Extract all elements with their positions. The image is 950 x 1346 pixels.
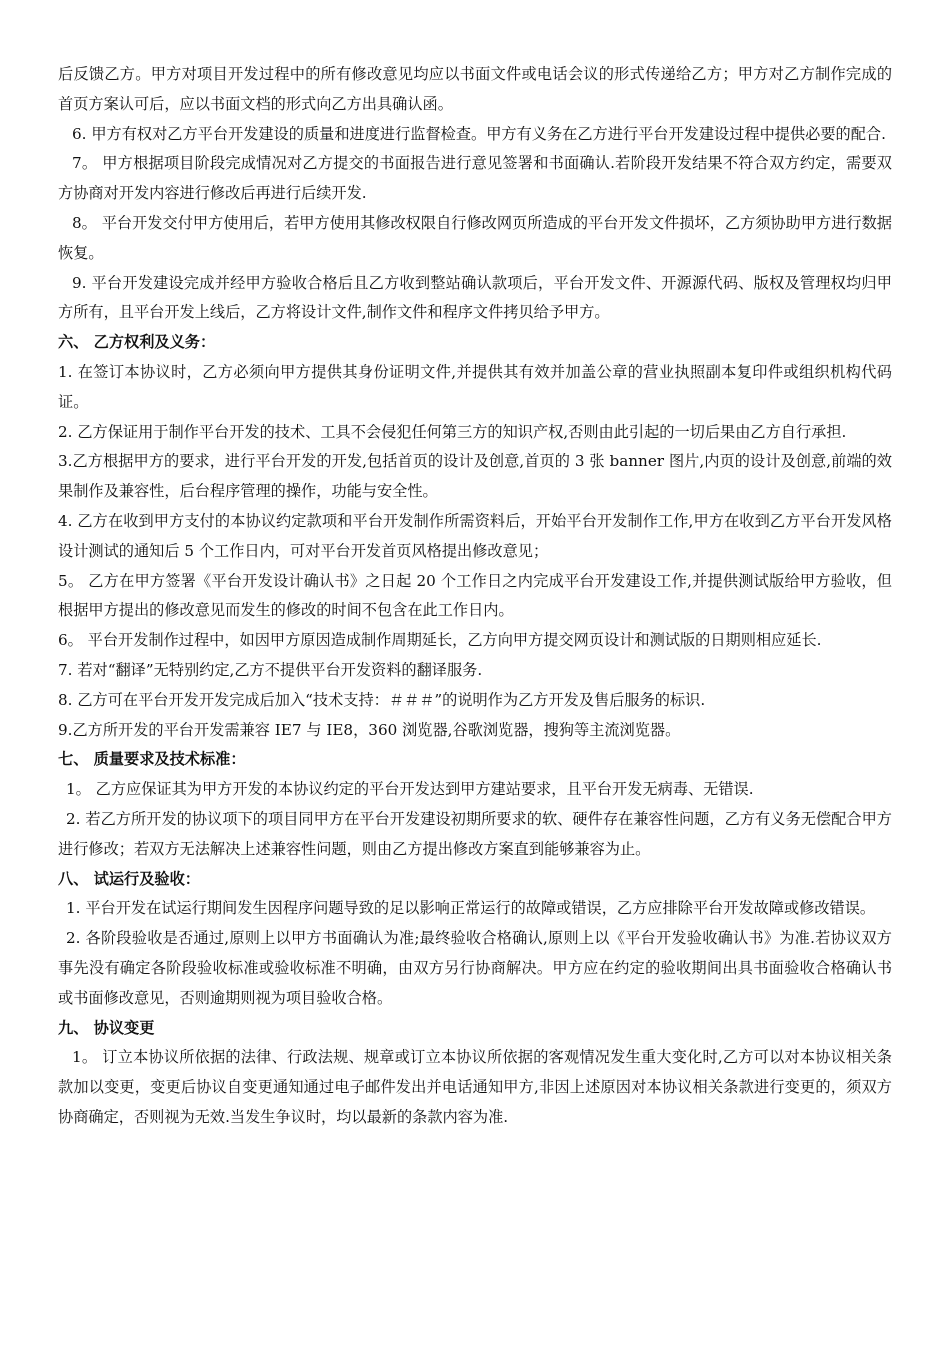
paragraph-b3-development-scope: 3.乙方根据甲方的要求，进行平台开发的开发,包括首页的设计及创意,首页的 3 张 banner 图片,内页的设计及创意,前端的效果制作及兼容性，后台程序管理的操作，功能与安全性。 bbox=[58, 452, 892, 501]
paragraph-t1-trial-run: 1. 平台开发在试运行期间发生因程序问题导致的足以影响正常运行的故障或错误，乙方应排除平台开发故障或修改错误。 bbox=[66, 899, 876, 918]
paragraph-b9-browser-compat: 9.乙方所开发的平台开发需兼容 IE7 与 IE8，360 浏览器,谷歌浏览器，搜狗等主流浏览器。 bbox=[58, 720, 681, 739]
paragraph-a9-ownership: 9. 平台开发建设完成并经甲方验收合格后且乙方收到整站确认款项后，平台开发文件、开源源代码、版权及管理权均归甲方所有，且平台开发上线后，乙方将设计文件,制作文件和程序文件拷贝给予甲方。 bbox=[58, 273, 892, 322]
section-heading-9: 九、 协议变更 bbox=[58, 1018, 155, 1037]
paragraph-c1-change: 1。 订立本协议所依据的法律、行政法规、规章或订立本协议所依据的客观情况发生重大变化时,乙方可以对本协议相关条款加以变更，变更后协议自变更通知通过电子邮件发出并电话通知甲方,非因上述原因对本协议相关条款进行变更的，须双方协商确定，否则视为无效.当发生争议时，均以最新的条款内容为准. bbox=[58, 1048, 892, 1126]
paragraph-t2-acceptance: 2. 各阶段验收是否通过,原则上以甲方书面确认为准;最终验收合格确认,原则上以《平台开发验收确认书》为准.若协议双方事先没有确定各阶段验收标准或验收标准不明确，由双方另行协商解决。甲方应在约定的验收期间出具书面验收合格确认书或书面修改意见，否则逾期则视为项目验收合格。 bbox=[58, 929, 892, 1007]
paragraph-q2-compatibility: 2. 若乙方所开发的协议项下的项目同甲方在平台开发建设初期所要求的软、硬件存在兼容性问题，乙方有义务无偿配合甲方进行修改；若双方无法解决上述兼容性问题，则由乙方提出修改方案直到能够兼容为止。 bbox=[58, 809, 892, 858]
paragraph-a8-data-recovery: 8。 平台开发交付甲方使用后，若甲方使用其修改权限自行修改网页所造成的平台开发文件损坏，乙方须协助甲方进行数据恢复。 bbox=[58, 213, 892, 262]
section-heading-8: 八、 试运行及验收： bbox=[58, 869, 200, 888]
paragraph-b4-start-work: 4. 乙方在收到甲方支付的本协议约定款项和平台开发制作所需资料后，开始平台开发制作工作,甲方在收到乙方平台开发风格设计测试的通知后 5 个工作日内，可对平台开发首页风格提出修改意见； bbox=[58, 511, 892, 560]
paragraph-a6-supervision: 6. 甲方有权对乙方平台开发建设的质量和进度进行监督检查。甲方有义务在乙方进行平台开发建设过程中提供必要的配合. bbox=[72, 124, 886, 143]
section-heading-7: 七、 质量要求及技术标准： bbox=[58, 750, 246, 769]
paragraph-a7-stage-confirmation: 7。 甲方根据项目阶段完成情况对乙方提交的书面报告进行意见签署和书面确认.若阶段开发结果不符合双方约定，需要双方协商对开发内容进行修改后再进行后续开发. bbox=[58, 154, 892, 203]
paragraph-b2-ip-guarantee: 2. 乙方保证用于制作平台开发的技术、工具不会侵犯任何第三方的知识产权,否则由此引起的一切后果由乙方自行承担. bbox=[58, 422, 847, 441]
section-heading-6: 六、 乙方权利及义务： bbox=[58, 333, 216, 352]
paragraph-b1-identity-docs: 1. 在签订本协议时，乙方必须向甲方提供其身份证明文件,并提供其有效并加盖公章的营业执照副本复印件或组织机构代码证。 bbox=[58, 362, 892, 411]
paragraph-party-a-feedback: 后反馈乙方。甲方对项目开发过程中的所有修改意见均应以书面文件或电话会议的形式传递给乙方；甲方对乙方制作完成的首页方案认可后，应以书面文档的形式向乙方出具确认函。 bbox=[58, 65, 892, 113]
paragraph-b8-support-mark: 8. 乙方可在平台开发开发完成后加入“技术支持：＃＃＃”的说明作为乙方开发及售后服务的标识. bbox=[58, 690, 706, 709]
paragraph-b5-delivery-time: 5。 乙方在甲方签署《平台开发设计确认书》之日起 20 个工作日之内完成平台开发建设工作,并提供测试版给甲方验收，但根据甲方提出的修改意见而发生的修改的时间不包含在此工作日内。 bbox=[58, 571, 892, 620]
paragraph-b6-delay: 6。 平台开发制作过程中，如因甲方原因造成制作周期延长，乙方向甲方提交网页设计和测试版的日期则相应延长. bbox=[58, 631, 822, 650]
paragraph-b7-translation: 7. 若对“翻译”无特别约定,乙方不提供平台开发资料的翻译服务. bbox=[58, 660, 483, 679]
paragraph-q1-quality: 1。 乙方应保证其为甲方开发的本协议约定的平台开发达到甲方建站要求，且平台开发无病毒、无错误. bbox=[66, 780, 754, 799]
